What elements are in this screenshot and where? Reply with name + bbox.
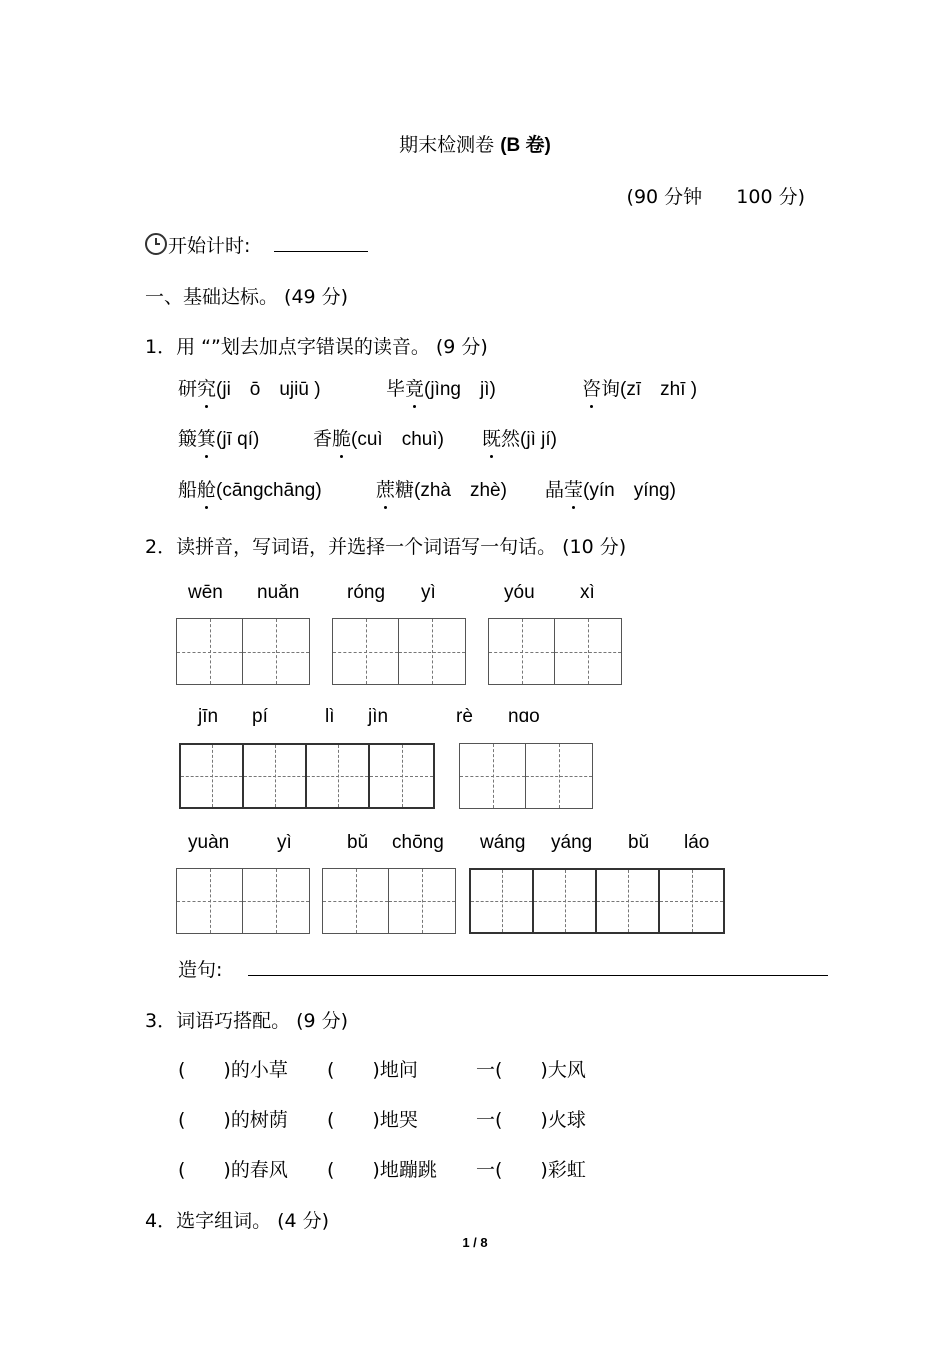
q1-item-3-3: 晶莹(yín yíng): [545, 475, 676, 502]
writing-grid[interactable]: [459, 743, 593, 809]
match-item: 一( )彩虹: [476, 1159, 586, 1181]
pinyin-label: jìn: [368, 706, 389, 727]
pinyin-label: wáng: [480, 832, 526, 853]
question-3-title: 3．词语巧搭配。 (9 分): [145, 1010, 349, 1032]
q1-item-1-2: 毕竟(jìng jì): [386, 374, 496, 401]
match-item: ( )的树荫: [178, 1109, 288, 1131]
pinyin-label: láo: [684, 832, 710, 853]
q1-item-1-1: 研究(ji ō ujiū ): [178, 374, 321, 401]
section-heading: 一、基础达标。 (49 分): [145, 286, 349, 308]
writing-grid[interactable]: [488, 618, 622, 685]
question-1-title: 1．用 “”划去加点字错误的读音。 (9 分): [145, 336, 488, 358]
pinyin-label: rè: [456, 706, 473, 727]
pinyin-label: wēn: [188, 582, 223, 603]
duration-text: (90 分钟: [626, 186, 703, 208]
writing-grid[interactable]: [469, 868, 725, 934]
clock-icon: [145, 233, 167, 255]
pinyin-label: lì: [325, 706, 335, 727]
writing-grid[interactable]: [179, 743, 435, 809]
match-item: ( )的春风: [178, 1159, 288, 1181]
title-text: 期末检测卷: [399, 134, 495, 156]
pinyin-label: chōng: [392, 832, 444, 853]
pinyin-label: bǔ: [628, 832, 650, 853]
writing-grid[interactable]: [176, 618, 310, 685]
match-item: ( )地问: [327, 1059, 418, 1081]
match-item: 一( )火球: [476, 1109, 586, 1131]
pinyin-label: nɑo: [508, 706, 540, 727]
writing-grid[interactable]: [176, 868, 310, 934]
question-2-title: 2．读拼音，写词语，并选择一个词语写一句话。 (10 分): [145, 536, 627, 558]
pinyin-label: róng: [347, 582, 386, 603]
title-variant: (B 卷): [500, 135, 551, 156]
match-item: ( )地哭: [327, 1109, 418, 1131]
sentence-blank[interactable]: [248, 975, 828, 976]
match-item: 一( )大风: [476, 1059, 586, 1081]
match-item: ( )的小草: [178, 1059, 288, 1081]
page-number: 1 / 8: [462, 1235, 488, 1250]
sentence-row: [178, 955, 828, 982]
q1-item-3-1: 船舱(cāngchāng): [178, 475, 322, 502]
timer-label: 开始计时:: [168, 235, 251, 257]
pinyin-label: nuǎn: [257, 582, 300, 603]
exam-time: [627, 182, 805, 209]
q1-item-2-3: 既然(jì jí): [482, 424, 557, 451]
timer-row: [145, 231, 368, 258]
match-item: ( )地蹦跳: [327, 1159, 437, 1181]
pinyin-label: jīn: [198, 706, 219, 727]
q1-item-1-3: 咨询(zī zhī ): [582, 374, 697, 401]
score-text: 100 分): [736, 186, 805, 208]
writing-grid[interactable]: [322, 868, 456, 934]
pinyin-label: bǔ: [347, 832, 369, 853]
writing-grid[interactable]: [332, 618, 466, 685]
q1-item-2-2: 香脆(cuì chuì): [313, 424, 444, 451]
pinyin-label: yáng: [551, 832, 593, 853]
pinyin-label: yuàn: [188, 832, 230, 853]
pinyin-label: xì: [580, 582, 595, 603]
pinyin-label: yóu: [504, 582, 535, 603]
sentence-label: 造句:: [178, 959, 223, 981]
pinyin-label: yì: [421, 582, 436, 603]
pinyin-label: yì: [277, 832, 292, 853]
page-title: [0, 130, 950, 157]
q1-item-2-1: 簸箕(jī qí): [178, 424, 259, 451]
question-4-title: 4．选字组词。 (4 分): [145, 1210, 330, 1232]
q1-item-3-2: 蔗糖(zhà zhè): [376, 475, 507, 502]
pinyin-label: pí: [252, 706, 268, 727]
timer-blank[interactable]: [274, 251, 368, 252]
